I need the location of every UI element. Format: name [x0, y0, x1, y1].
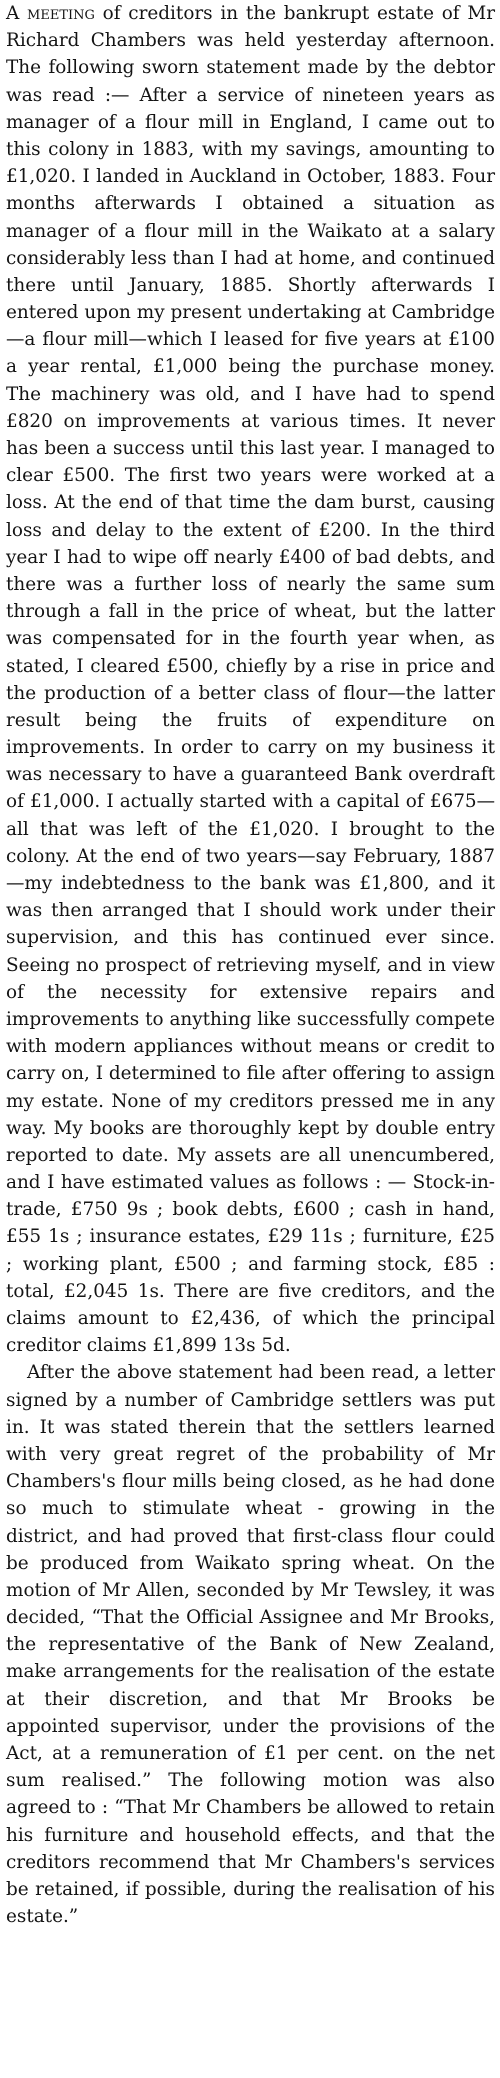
lead-word: A meeting	[6, 3, 95, 24]
paragraph-1-text: of creditors in the bankrupt estate of Mr Richard Chambers was held yesterday afternoon. The following sworn statement made by the debtor was read :— After a service of nineteen years as manager of a flour mill in England, I came out to this colony in 1883, with my savings, amounting to £1,020. I landed in Auckland in October, 1883. Four months afterwards I obtained a situation as manager of a flour mill in the Waikato at a salary considerably less than I had at home, and continued there until January, 1885. Shortly afterwards I entered upon my present undertaking at Cambridge—a flour mill—which I leased for five years at £100 a year rental, £1,000 being the purchase money. The machinery was old, and I have had to spend £820 on improvements at various times. It never has been a success until this last year. I managed to clear £500. The first two years were worked at a loss. At the end of that time the dam burst, causing loss and delay to the extent of £200. In the third year I had to wipe off nearly £400 of bad debts, and there was a further loss of nearly the same sum through a fall in the price of wheat, but the latter was compensated for in the fourth year when, as stated, I cleared £500, chiefly by a rise in price and the production of a better class of flour—the latter result being the fruits of expenditure on improvements. In order to carry on my business it was necessary to have a guaranteed Bank overdraft of £1,000. I actually started with a capital of £675—all that was left of the £1,020. I brought to the colony. At the end of two years—say February, 1887—my indebtedness to the bank was £1,800, and it was then arranged that I should work under their supervision, and this has continued ever since. Seeing no prospect of retrieving myself, and in view of the necessity for extensive repairs and improvements to anything like successfully compete with modern appliances without means or credit to carry on, I determined to file after offering to assign my estate. None of my creditors pressed me in any way. My books are thoroughly kept by double entry reported to date. My assets are all unencumbered, and I have estimated values as follows : — Stock-in-trade, £750 9s ; book debts, £600 ; cash in hand, £55 1s ; insurance estates, £29 11s ; furniture, £25 ; working plant, £500 ; and farming stock, £85 : total, £2,045 1s. There are five creditors, and the claims amount to £2,436, of which the principal creditor claims £1,899 13s 5d.	[6, 3, 495, 1357]
article-paragraph-2	[6, 1359, 495, 1930]
paragraph-2-text: After the above statement had been read, a letter signed by a number of Cambridge settlers was put in. It was stated therein that the settlers learned with very great regret of the probability of Mr Chambers's flour mills being closed, as he had done so much to stimulate wheat - growing in the district, and had proved that first-class flour could be produced from Waikato spring wheat. On the motion of Mr Allen, seconded by Mr Tewsley, it was decided, “That the Official Assignee and Mr Brooks, the representative of the Bank of New Zealand, make arrangements for the realisation of the estate at their discretion, and that Mr Brooks be appointed supervisor, under the provisions of the Act, at a remuneration of £1 per cent. on the net sum realised.” The following motion was also agreed to : “That Mr Chambers be allowed to retain his furniture and household effects, and that the creditors recommend that Mr Chambers's services be retained, if possible, during the realisation of his estate.”	[6, 1362, 495, 1928]
article-paragraph-1	[6, 0, 495, 1359]
